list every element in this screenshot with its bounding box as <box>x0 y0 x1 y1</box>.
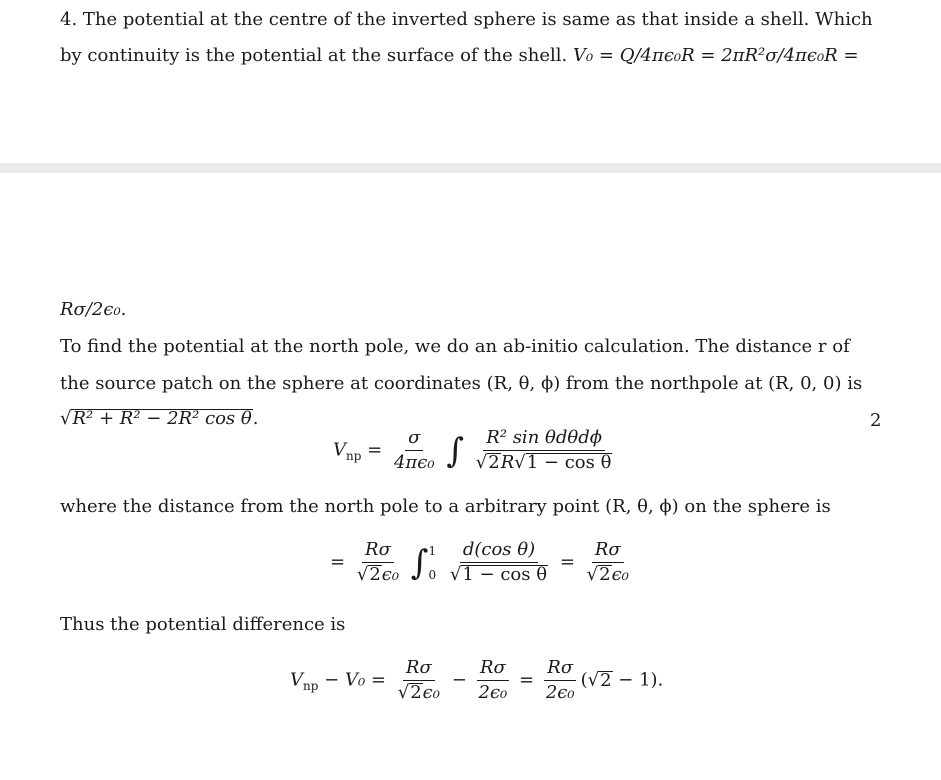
numerator: σ <box>408 427 421 448</box>
fraction <box>354 540 402 585</box>
fraction <box>447 540 551 585</box>
inline-math: Rσ/2ϵ₀. <box>60 299 127 320</box>
radicand: 2 <box>599 564 611 585</box>
fraction <box>584 540 632 585</box>
math-text: R² + R² − 2R² cos θ <box>72 408 252 429</box>
page-number: 2 <box>870 410 882 431</box>
math-symbol: ϵ₀ <box>422 682 440 703</box>
subscript: np <box>303 679 319 694</box>
equals-sign: = <box>367 439 383 461</box>
text-run: by continuity is the potential at the surface of the shell. <box>60 45 568 66</box>
radicand: 1 − cos θ <box>462 564 548 585</box>
denominator: √2R√1 − cos θ <box>475 452 612 473</box>
paren: ( <box>580 669 588 691</box>
math-symbol: R <box>500 452 515 473</box>
numerator: Rσ <box>365 539 391 560</box>
fraction <box>543 658 578 703</box>
upper-limit: 1 <box>428 543 437 558</box>
text-line <box>60 298 126 322</box>
radicand: 2 <box>600 669 612 691</box>
minus-sign: − <box>451 669 467 691</box>
denominator: √2ϵ₀ <box>397 682 440 703</box>
page-1-fragment <box>0 0 941 163</box>
lower-limit: 0 <box>428 567 437 582</box>
denominator: √2ϵ₀ <box>356 564 400 585</box>
radicand: 2 <box>488 452 500 473</box>
page-separator <box>0 163 941 173</box>
equation-integral-result <box>330 540 635 585</box>
numerator: d(cos θ) <box>462 539 536 560</box>
equals-sign: = <box>330 551 346 573</box>
fraction <box>473 428 616 473</box>
radicand: 1 − cos θ <box>526 452 612 473</box>
math-symbol: ϵ₀ <box>611 564 629 585</box>
numerator: Rσ <box>547 657 574 678</box>
equation-potential-difference: $V_{np} - V_0$ = $\frac{R\sigma}{\text{√2ϵ₀}}$ − $\frac{R\sigma}{\text{2ϵ₀}}$ = $\frac{R\sigma}{\text{2ϵ₀}}$ (√2 − 1). <box>290 657 664 703</box>
math-text: − 1). <box>612 669 664 691</box>
text-line: To find the potential at the north pole, we do an ab-initio calculation. The distance r of <box>60 336 850 357</box>
radicand: 2 <box>369 564 381 585</box>
text-line <box>60 44 859 68</box>
numerator: Rσ <box>479 657 506 678</box>
fraction <box>391 428 438 473</box>
sqrt-sign: √ <box>60 408 72 429</box>
integral-limits <box>429 544 437 582</box>
radicand: 2 <box>410 682 422 703</box>
text-line: Thus the potential difference is <box>60 614 346 635</box>
math-symbol: V <box>290 669 303 691</box>
denominator: √1 − cos θ <box>449 564 548 585</box>
punctuation: . <box>252 408 259 429</box>
text-line: 4. The potential at the centre of the inverted sphere is same as that inside a shell. Which <box>60 9 873 30</box>
denominator: 2ϵ₀ <box>478 682 508 703</box>
numerator: Rσ <box>594 539 621 560</box>
integral-sign: ∫ <box>410 542 429 583</box>
denominator: 4πϵ₀ <box>393 452 435 473</box>
equals-sign: = <box>519 669 535 691</box>
denominator: √2ϵ₀ <box>586 564 629 585</box>
text-line: the source patch on the sphere at coordinates (R, θ, ϕ) from the northpole at (R, 0, 0) is <box>60 373 863 394</box>
math-symbol: ϵ₀ <box>381 564 400 585</box>
inline-math: V₀ = Q/4πϵ₀R = 2πR²σ/4πϵ₀R = <box>572 45 859 66</box>
integral-sign: ∫ <box>446 430 465 471</box>
radicand <box>71 409 252 428</box>
text-line: where the distance from the north pole to a arbitrary point (R, θ, ϕ) on the sphere is <box>60 496 831 517</box>
subscript: np <box>346 449 362 464</box>
equals-sign: = <box>559 551 575 573</box>
fraction <box>395 658 443 703</box>
numerator: Rσ <box>405 657 432 678</box>
text-line <box>60 407 258 431</box>
fraction <box>476 658 511 703</box>
denominator: 2ϵ₀ <box>545 682 575 703</box>
math-symbol: V <box>333 439 346 461</box>
equation-vnp-integral <box>333 428 618 473</box>
math-text: − V₀ = <box>324 669 386 691</box>
numerator: R² sin θdθdϕ <box>486 427 602 448</box>
